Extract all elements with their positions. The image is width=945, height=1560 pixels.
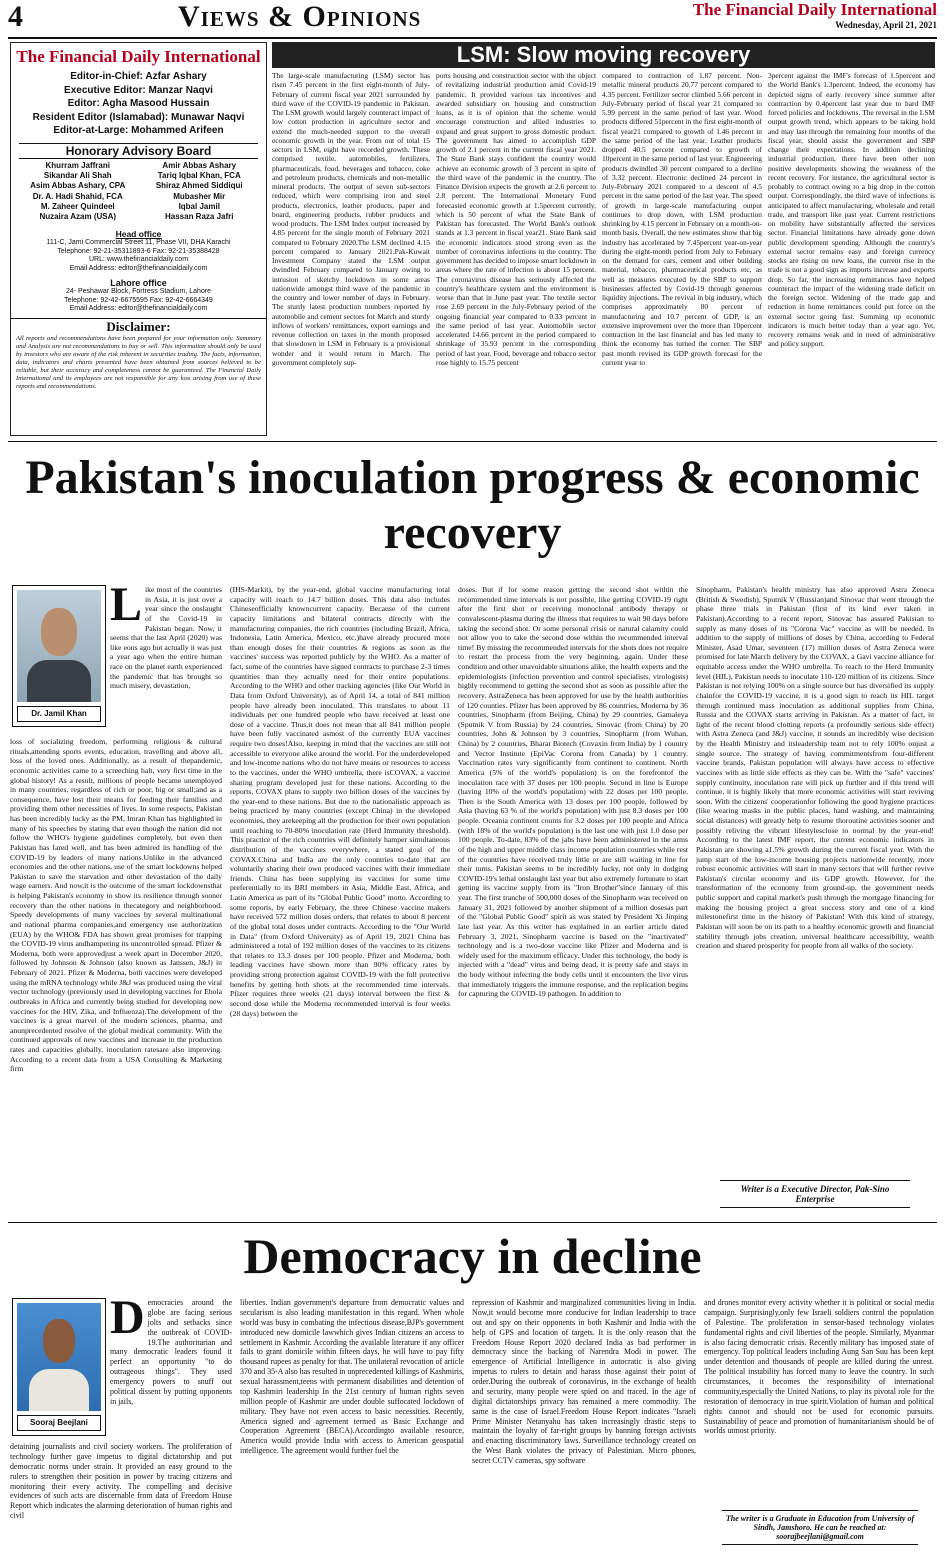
advisory-board bbox=[17, 161, 260, 223]
staff-line: Editor-at-Large: Mohammed Arifeen bbox=[53, 125, 224, 136]
board-member: Sikandar Ali Shah bbox=[43, 170, 112, 180]
board-member: Shiraz Ahmed Siddiqui bbox=[155, 181, 243, 191]
article-headline: Pakistan's inoculation progress & economic recovery bbox=[25, 451, 920, 560]
head-office-line: URL: www.thefinancialdaily.com bbox=[88, 256, 189, 264]
head-office-title: Head office bbox=[115, 228, 162, 239]
masthead-date: Wednesday, April 21, 2021 bbox=[835, 20, 937, 30]
author-photo-frame bbox=[12, 585, 106, 727]
author-face bbox=[41, 608, 77, 656]
article-column: doses. But if for some reason getting the second shot within the recommended time intervals is not possible, like getting COVID-19 right after the first shot or receiving monoclonal antibody therapy or convalescent-plasma during the illness that requires to wait 90 days before taking the second shot. Or some personal crisis or natural calamity could not allow you to take the second dose within the recommended interval time! By missing the recommended intervals for the shots does not require to restart the process from the very beginning, again. Under these condition and other unavoidable situations alike, the health experts and the epidemiologists (infection prevention and control specialists, virologists) highly recommend to getting the second shot as soon as possible after the recovery. AstraZeneca has been approved for use by the health authorities of 120 counties. Pfizer has been approved by 86 countries, Moderna by 36 countries, Sinopharm (from Beijing, China) by 29 countries, Gamaleya (Sputnik V from Russia) by 24 countries, Sinovac (from China) by 20 countries, John & Johnson by 3 countries, Sinopharm (from Wuhan, China) by 2 countries, Bharat Biotech (Covaxin from India) by 1 country and Vector Institute (EpiVac Corona from Canada) by 1 country. Vaccination rates vary significantly from continent to continent. North America (5% of the world's population) is on the forefrontof the inoculation race with 37 doses per 100 people. Second in line is Europe (having 10% of the world's population) with 22 doses per 100 people. Then is the South America with 13 doses per 100 people, followed by Asia (having 63 % of the world's population) with just 8.3 doses per 100 people. Oceania continent counts for 3.2 doses per 100 people and Africa (with 18% of the world's population) is the last one with just 1.0 dose per 100 people. To-date, 83% of the jabs have been administered in the arms of the high and upper middle class income population countries while rest of the countries have received truly little or are still waiting in line for their turns. Pakistan seems to be incredibly lucky, not only in dodging COVID-19's lethal onslaught last year but also extremely fortunate to start getting its vaccine supply from its "Iron Brother"since January of this year. The first tranche of 500,000 doses of the Sinopharm was received on January 31, 2021 followed by another shipment of a million dosesas part of the "Global Public Good" spirit as was stated by President Xi Jinping late last year. As this writer has explained in an earlier article dated February 3, 2021, Sinopharm vaccine is based on the "inactivated" technology and is a two-dose vaccine like Pfizer and Moderna and is widely used for the maximum efficacy. Under this technology, the body is injected with a "dead" virus and being dead, it is pretty safe and stays in the body without infecting the body cells until it encounters the live virus that immediately triggers the immune response, and the replication begins for capturing the COVID-19 pathogen. In addition to bbox=[458, 585, 688, 999]
editorial-column: ports housing and construction sector with the object of revitalizing industrial production amid Covid-19 pandemic. It provided various tax incentives and awarded subsidiary on housing and construction loans, as it is of opinion that the scheme would encourage construction and allied industries to expand and great support to gross domestic product. The government has aimed to accomplish GDP growth of 2.1 percent in the current fiscal year 2021. The State Bank stays confident the country would achieve an economic growth of 3 percent in spite of the third wave of the pandemic in the country. The Finance Division expects the growth at 2.6 percent to 2.8 percent. The International Monetary Fund forecasted economic growth at 1.5percent currently, which is 50 percent of what the State Bank of Pakistan has forecasted. The World Bank's outlook stands at 1.3 percent in fiscal year21. State Bank said the economic indicators stood strong even as the number of coronavirus infections in the country. The government has decided to impose smart lockdown in areas where the rate of infection is about 15 percent. The coronavirus disease has seriously affected the country's healthcare system and the environment is worse than that in June past year. The textile sector rose 2.69 percent in the July-February period of the ongoing financial year compared to 0.33 percent in the same period of last year. Automobile sector accelerated 14.66 percent in the period compared to shrinkage of 35.93 percent in the corresponding period of last year. Food, beverage and tobacco sector rose highly to 15.75 percent bbox=[436, 71, 596, 367]
staff-line: Executive Editor: Manzar Naqvi bbox=[64, 84, 213, 96]
staff-line: Resident Editor (Islamabad): Munawar Naqvi bbox=[32, 111, 245, 123]
disclaimer-title: Disclaimer: bbox=[11, 318, 266, 335]
article-column: detaining journalists and civil society workers. The proliferation of technology further gave impetus to digital dictatorship and put democratic norms under strain. It provided an easy ground to the rulers to strengthen their position in power by tracing citizens and monitoring their every activity. The compelling and decisive evidences of such acts are discernable from data of Freedom House Report which indicates the alarming deterioration of human rights and civil bbox=[10, 1442, 232, 1521]
board-member: M. Zaheer Quindeel bbox=[40, 202, 115, 212]
editorial-title: LSM: Slow moving recovery bbox=[272, 42, 935, 68]
staff-box bbox=[10, 42, 267, 436]
author-tagline: The writer is a Graduate in Education from University of Sindh, Jamshoro. He can be reached at: soorajbeejlani@gmail.com bbox=[722, 1510, 918, 1545]
page-number: 4 bbox=[8, 0, 23, 33]
article-column: liberties. Indian government's departure from democratic values and secularism is also leading manifestation in this regard. When whole world was busy in combating the infectious disease,BJP's government introduced new domicile lawwhich gives Indian citizens an access to settlement in Kashmir. According the available literature if any officer fails to grant domicile within fifteen days, he will have to pay fifty thousand rupees as penalty for that. The unilateral revocation of article 370 and 35-A also has resulted in unprecedented killings of Kashmiris, sexual harassment,teens with permanent disabilities and detention of top Kashmiri leadership In the 21st century of human rights seven million people of Kashmir are under double suffocated lockdown of military. They have not even access to basic necessities. Recently, America signed and agreement termed as Basic Exchange and Cooperation Agreement (BECA).Accordingto available resource, America would provide India with access to American geospatial intelligence. The agreement would further fuel the bbox=[240, 1298, 464, 1456]
editorial-column: 3percent against the IMF's forecast of 1.5percent and the World Bank's 1.3percent. Indeed, the economy has depicted signs of early recovery since summer after contraction by 0.4percent last year due to hard IMF forced policies and lockdowns. The reversal in the LSM output growth trend, which appears to be taking hold and may last through the remaining four months of the fiscal year, should assist the government and SBP change their expectations. In addition declining industrial production, there have been other non positive developments showing the weakness of the recent recovery. For instance, the agricultural sector is probably to contract owing to a big drop in the cotton output. Correspondingly, the third wave of infections is anticipated to affect manufacturing, wholesale and retail trade, and transport like past year. Current restrictions on mobility have substantially affected the services sector. Financial limitations have already gone down public development spending. Although the country's external sector remains easy and foreign currency stocks are rising on new loans, the current rise in the trade is not a good sign as imports increase and exports drop. So far, the increasing remittances have helped counteract the impact of the widening trade deficit on the foreign sector. Widening of the trade gap and reduction in home remittances could put force on the external sector going fast. Summing up economic indicators is much better today than a year ago. Yet, recovery remains weak and in need of administrative and policy support. bbox=[768, 71, 935, 349]
drop-cap: D bbox=[110, 1298, 145, 1344]
board-member: Hassan Raza Jafri bbox=[165, 212, 234, 222]
staff-paper-name: The Financial Daily International bbox=[16, 47, 261, 66]
page-header bbox=[8, 0, 937, 36]
board-member: Amir Abbas Ashary bbox=[162, 160, 237, 170]
masthead-title: The Financial Daily International bbox=[692, 0, 937, 19]
staff-editors bbox=[11, 70, 266, 138]
section-title: Views & Opinions bbox=[178, 0, 422, 33]
article-column: Sinopharm, Pakistan's health ministry has also approved Astra Zeneca (British & Swedish), Sputnik V (Russian)and Sinovac that went through the phase three trials in Pakistan (first of its kind ever taken in Pakistan).According to a recent report, Sinovac has assured Pakistan to supply as many doses of its "Corona Vac" vaccine as will be needed. In addition to the supply of millions of doses by China, according to Federal Minister, Asad Umar, seventeen (17) million doses of Astra Zeneca were promised for late March delivery by the COVAX, a Gavi vaccine alliance for equitable access under the WHO umbrella. To reach to the Herd Immunity level (HIL), Pakistan needs to inoculate 110-120 million of its citizens. Since Pakistan is not relying 100% on a single source but has diversified its supply chainfor the COVID-19 vaccine, it is a good sign to reach its HIL target through continued mass inoculation as additional supplies from China, Russia and the COVAX starts arriving in Pakistan. As a matter of fact, in light of the recent blood clotting reports (a profoundly serious side effect) with Astra Zeneca (and J&J) vaccine, it sounds an incredibly wise decision by the Health Ministry and itsleadership team not to rely 100% onjust a single source. The strategy of having commitmentsfrom four-different vaccine brands, Pakistan population will always have access to effective vaccines with as little side effects as they can be. With the "safe" vaccines' supply continuity, inoculation rate will pick up further and if this trend will continue, it is highly likely that more economic activities will start reviving soon. With the citizens' cooperationfor following the good hygiene practices (like wearing masks in the public places, hand washing, and maintaining social distances) will greatly help to resume thoroutine activities sooner and possibly reliving the vibrant lifestylesclose to normal by the year-end! According to the latest IMF report, the current economic indicators in Pakistan are showing a1.5% growth during the current fiscal year. With the jump start of the low-income housing projects nationwide recently, more robust economic activities will start in many sectors that will further revive Pakistan's circular economy and its GDP growth. However, for the transformation of the economy from ground-up, the government needs public support and capital market's push through the mortgage financing for making the housing project a great success story and one of a kind milestonefirst time in the history of Pakistan! With this kind of strategy, Pakistan will soon be on its path to a healthy economic growth and financial stability through jobs creation, universal healthcare accessibility, wealth creation and shared prosperity for people from all walks of the society. bbox=[696, 585, 934, 951]
lahore-office-line: 24- Peshawar Block, Fortress Stadium, Lahore bbox=[65, 287, 212, 295]
editorial-column: The large-scale manufacturing (LSM) sector has risen 7.45 percent in the first eight-month of July- February of current fiscal year 2021 surrounded by third wave of the COVID-19 pandemic in Pakistan. The LSM growth would largely counteract impact of low cotton production in agriculture sector and extend the much-needed support to the overall economic growth in the year. From out of total 15 sectors in LSM, eight have recorded growth. These comprised textile, automobiles, fertilizers, pharmaceuticals, food, beverages and tobacco, coke and petroleum products, chemicals and non-metallic mineral products. The output of seven sub-sectors reduced, which were comprising iron and steel products, electronics, leather products, paper and board, engineering products, rubber products and wood products. The LSM Index output increased by 4.85 percent for the single month of February 2021 compared to February 2020.The LSM declined 4.15 percent compared to January 2021.Pak-Kuwait Investment Company stated the LSM output dwindled February compared to January owing to intrusion of sketchy lockdown in some areas nationwide amongst third wave of the pandemic in the country and lower number of days in February. The sturdy latest production numbers reported by automobile and cement sectors for March and sturdy inflows of workers' remittances, export earnings and revenue collection on taxes in the month proposed that slowdown in LSM in February is a provisional wonder and it would return in March. The government completely sup- bbox=[272, 71, 430, 367]
section-rule bbox=[8, 1222, 937, 1223]
author-tagline: Writer is a Executive Director, Pak-Sino Enterprise bbox=[720, 1180, 910, 1208]
board-member: Tariq Iqbal Khan, FCA bbox=[157, 170, 241, 180]
author-photo bbox=[17, 590, 101, 702]
lahore-office-line: Telephone: 92-42-6675595 Fax: 92-42-6664349 bbox=[64, 296, 213, 304]
head-office-line: 111-C, Jami Commercial Street 11, Phase VII, DHA Karachi bbox=[46, 238, 231, 246]
author-shirt bbox=[29, 1369, 89, 1411]
head-office-line: Telephone: 92-21-35311893-6 Fax: 92-21-35388428 bbox=[57, 247, 220, 255]
head-office-details bbox=[11, 239, 266, 274]
masthead bbox=[693, 0, 937, 30]
article-lead-text: emocracies around the globe are facing serious jolts and setbacks since the outbreak of COVID- 19.The authoritarian and many democratic leaders found it perfect an opportunity "to do outrageous things". They used emergency powers to snuff out political dissent by putting opponents in jails, bbox=[110, 1298, 232, 1406]
board-member: Khurram Jaffrani bbox=[45, 160, 110, 170]
author-face bbox=[43, 1319, 75, 1363]
board-member: Dr. A. Hadi Shahid, FCA bbox=[32, 191, 123, 201]
advisory-board-title: Honorary Advisory Board bbox=[19, 143, 258, 159]
article-lead-text: ike most of the countries in Asia, it is just over a year since the onslaught of the Covid-19 in Pakistan began. Now, it seems that the last April (2020) was like eons ago but actually it was just a year ago when the entire human race on the planet earth experienced the pandemic that has brought so much misery, devastation, bbox=[110, 585, 222, 691]
author-suit bbox=[27, 660, 91, 702]
board-member: Iqbal Jamil bbox=[178, 202, 220, 212]
article-column: loss of socializing freedom, performing religious & cultural rituals,attending sports events, education, travelling and above all, loss of the loved ones. Additionally, as a result of thepandemic, economic activities came to a screeching halt, very first time in the global history! As a result, millions of people became unemployed in many countries, regardless of rich or poor, big or small;and as a consequence, have lost their means for feeding their families and providing them other necessities of lives. In some respects, Pakistan has been incredibly lucky as the PM, Imran Khan has highlighted in many of his speeches by stating that even though the nation did not follow the WHO's hygiene guidelines completely, but even then Pakistan has fared well, and has been admired its handling of the COVID-19 by leaders of many nations.Unlike in the advanced economies and the other nations, use of the smart lockdowns helped Pakistan to save the starvation and other devastation of the daily wage earners. And now,it is the outcome of the smart lockdownsthat is helping Pakistan's economy to show its resilience through sooner recovery than the other nations in thecategory and neighborhood. Speedy developments of many vaccines by several multinational and national pharma companies,and emergency use authorization (EUA) by the WHO& FDA has shown great promises for trapping the COVID-19 virus andhampering its uncontrolled spread. Pfizer & Moderna, both were approvedjust a week apart in December 2020, followed by Johnson & Johnson (also known as Janssen, J&J) in February of 2021. Pfizer & Moderna, both vaccines were developed using the mRNA technology while J&J was produced using the viral vector technology (previously used in developing vaccines for Ebola outbreaks in Africa and currently being studied for developing new vaccines for the HIV, Zika, and Influenza).The development of the vaccines is a great marvel of the modern sciences, pharma, and anunprecedented resolve of the global medical community. With the continued approvals of new vaccines and increase in the production rates and capacities globally, inoculation ratesare also improving. According to a recent data from a USA Consulting & Marketing firm bbox=[10, 737, 222, 1074]
article-lead bbox=[110, 1298, 232, 1440]
disclaimer-text: All reports and recommendations have been prepared for your information only. Summary and Analysis are not recommendations to buy or sell. This information should only be used by investors who are aware of the risk inherent in securities trading. The facts, information, data, indicators and charts presented have been obtained from sources believed to be reliable, but their accuracy and completeness cannot be guaranteed. The Financial Daily International and its employees are not responsible for any loss arising from use of these reports and recommendations. bbox=[16, 335, 261, 391]
header-rule bbox=[8, 37, 937, 39]
head-office-line: Email Address: editor@thefinancialdaily.com bbox=[69, 265, 208, 273]
author-photo bbox=[17, 1303, 101, 1411]
author-name: Sooraj Beejlani bbox=[17, 1415, 101, 1431]
board-member: Nuzaira Azam (USA) bbox=[39, 212, 117, 222]
section-rule bbox=[8, 441, 937, 442]
author-photo-frame bbox=[12, 1298, 106, 1436]
staff-line: Editor: Agha Masood Hussain bbox=[67, 98, 210, 109]
article-lead bbox=[110, 585, 222, 735]
article-column: (IHS-Markit), by the year-end, global vaccine manufacturing total capacity will reach to 14.7 billion doses. This data also includes Chineseofficially knowncurrent capacity. Because of the current capacity limitations and bilateral contracts directly with the manufacturing companies, the rich countries (including Brazil, Africa, Indonesia, Latin America, Mexico, etc.)have already procured more than enough doses for their countries & regions as soon as the vaccines' success was reported publicly by the WHO. As a matter of fact, some of the countries have signed contracts to purchase 2-3 times quantities than they actually need for their entire populations. According to the WHO and other tracking agencies (like Our World in Data from Oxford University), as of April 14, a total of 841 million people have already been inoculated. This translates to about 11 individuals per one hundred people who have received at least one dose of a vaccine. Thus,it does not mean that all 841 million people have been fully vaccinated asmost of the currently EUA vaccines require two doses!Also, keeping in mind that the vaccines are still not accessible to everyone alike around the world. For the underdeveloped and low-income nations who do not have means or resources to access to the vaccines, under the WHO umbrella, there isCOVAX, a vaccine sharing program developed just for these nations. According to the reports, COVAX plans to supply two billion doses of the vaccines by the year-end to these nations. But due to the nationalistic approach as being practiced by many countries (except China) in the developed economies, they arekeeping all the production for their own population until reaching to 70-80% inoculation rate (Herd Immunity threshold). This practice of the rich countries will definitely hamper simultaneous distribution of the vaccines everywhere, a stated goal of the COVAX.China and India are the only countries to-date that are voluntarily sharing their own produced vaccines with their immediate friends. China has been supplying its vaccines for some time preferentially to its BRI members in Asia, Middle East, Africa, and Latin America as part of its "Global Public Good" motto. According to some reports, by early February, the three Chinese vaccine makers have received 572 million doses orders, that relates to about 8 percent of the global total doses under contracts. According to the "Our World in Data" (from Oxford University) as of April 19, 2021 China has administered a total of 192 million doses of the vaccines to its citizens that relates to 13.3 doses per 100 people. Pfizer and Moderna, both leading vaccines have shown more than 90% efficacy rates by providing strong protection against COVID-19 with the full protective benefits by getting both shots at the recommended time intervals. Pfizer requires three weeks (21 days) interval between the first & second dose while the Moderna recommended interval is four weeks (28 days) between the bbox=[230, 585, 450, 1018]
editorial-column: compared to contraction of 1.87 percent. Non-metallic mineral products 20.77 percent compared to 4.35 percent. Fertilizer sector climbed 5.66 percent in July-February period of fiscal year 21 compared to 5.99 percent in the same period of last year. Wood products differed 51percent in the first eight-month of fiscal year21 compared to growth of 1.46 percent in the same period of the last year. Leather products dropped 40.5 percent compared to growth of 10percent in the same period of last year. Engineering products dwindled 30 percent compared to a decline of 3.32 percent. Electronic declined 24 percent in July-February 2021 compared to a descent of 4.5 percent in the same period of the last year. The speed of growth in large-scale manufacturing output continues to drop down, with LSM production shrinking by 4.15 percent in February on a month-on-month basis. Overall, the new estimates show that big industry has accelerated by 7.45percent year-on-year during the eight-month period from July to February on the demand for cars, cement and other building material, tobacco, pharmaceutical products etc, as well as measures executed by the SBP to support businesses affected by Covid-19 through generous liquidity injections. The revival in big industry, which comprises approximately 80 percent of manufacturing and 10.7 percent of GDP, is an extensive improvement over the more than 10percent contraction in the last financial and has led many to think the economy has turned the corner. The SBP past month revised its GDP growth forecast for the current year to bbox=[602, 71, 762, 367]
advisory-board-left bbox=[17, 161, 139, 223]
lahore-office-line: Email Address: editor@thefinancialdaily.com bbox=[69, 305, 208, 313]
staff-line: Editor-in-Chief: Azfar Ashary bbox=[70, 71, 207, 82]
article-column: repression of Kashmir and marginalized communities living in India. Now,it would become more conducive for Indian leadership to trace out and spy on their opponents in both Kashmir and India with the help of GPS and location of targets. It is the only reason that the Freedom House Report 2020 declared India as bad performer in democracy since the backing of Narendra Modi in power. The emergence of Artificial Intelligence in autocratic is also giving impetus to rulers to detain and harass those against their point of order.During the outbreak of coronavirus, in the exchange of health and security, many people were spied on and traced. In the age of digital dictatorships privacy has remained a mere commodity. The same is the case of Israel.Freedom House Report indicates "Israeli Prime Minister Netanyahu has taken increasingly drastic steps to maintain the loyalty of far-right groups by banning foreign activists and enacting discriminatory laws. Surveillance technology created on the West Bank violates the privacy of Palestinian. Micro phones, secret CCTV cameras, spy software bbox=[472, 1298, 696, 1465]
board-member: Mubasher Mir bbox=[173, 191, 226, 201]
drop-cap: L bbox=[110, 585, 143, 631]
article-column: and drones monitor every activity whether it is political or social media campaign. Surprisingly,only few Israeli soldiers control the population of Palestine. The proliferation in sensor-based technology violates fundamental rights and civil liberties of the people. Similarly, Myanmar is also facing democratic crisis. Recently military has imposed state of emergency. Top political leaders including Aung San Suu has been kept under detention and thousands of people are killed during the unrest. The political instability has forced many to leave the country. In such circumstances, it becomes the responsibility of international community,especially the United Nations, to play its pivotal role for the restoration of democracy in true spirit.Violation of human and political rights cannot and should not be used for economic pursuits. Sustainability of peace and promotion of humanitarianism should be of worlds utmost priority. bbox=[704, 1298, 934, 1436]
article-headline: Democracy in decline bbox=[243, 1228, 702, 1284]
lahore-office-title: Lahore office bbox=[110, 277, 167, 288]
advisory-board-right bbox=[139, 161, 261, 223]
author-name: Dr. Jamil Khan bbox=[17, 706, 101, 722]
board-member: Asim Abbas Ashary, CPA bbox=[30, 181, 126, 191]
lahore-office-details bbox=[11, 288, 266, 314]
